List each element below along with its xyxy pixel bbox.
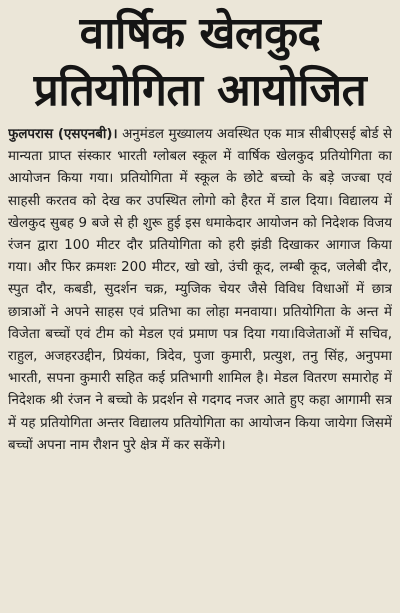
article-body-text: अनुमंडल मुख्यालय अवस्थित एक मात्र सीबीएसई बोर्ड से मान्यता प्राप्त संस्कार भारती ग्लोबल स्कूल में वार्षिक खेलकुद प्रतियोगिता का आयोजन किया गया। प्रतियोगिता में स्कूल के छोटे बच्चो के बड़े जज्बा एवं साहसी करतव को देख कर उपस्थित लोगो को हैरत में डाल दिया। विद्यालय में खेलकुद सुबह 9 बजे से ही शुरू हुई इस धमाकेदार आयोजन को निदेशक विजय रंजन द्वारा 100 मीटर दौर प्रतियोगिता को हरी झंडी दिखाकर आगाज किया गया। और फिर क्रमशः 200 मीटर, खो खो, उंची कूद, लम्बी कूद, जलेबी दौर, स्पुत दौर, कबडी, सुदर्शन चक्र, म्युजिक चेयर जैसे विविध विधाओं में छात्र छात्राओं ने अपने साहस एवं प्रतिभा का लोहा मनवाया। प्रतियोगिता के अन्त में विजेता बच्चों एवं टीम को मेडल एवं प्रमाण पत्र दिया गया।विजेताओं में सचिव, राहुल, अजहरउद्दीन, प्रियंका, त्रिदेव, पुजा कुमारी, प्रत्युश, तनु सिंह, अनुपमा भारती, सपना कुमारी सहित कई प्रतिभागी शामिल है। मेडल वितरण समारोह में निदेशक श्री रंजन ने बच्चो के प्रदर्शन से गदगद नजर आते हुए कहा आगामी सत्र में यह प्रतियोगिता अन्तर विद्यालय प्रतियोगिता का आयोजन किया जायेगा जिसमें बच्चों अपना नाम रौशन पुरे क्षेत्र में कर सकेंगे। <box>8 127 392 453</box>
dateline: फुलपरास (एसएनबी)। <box>8 127 118 142</box>
headline-line-2: प्रतियोगिता आयोजित <box>33 65 367 116</box>
headline-line-1: वार्षिक खेलकुद <box>79 8 321 59</box>
article-body <box>8 124 392 608</box>
